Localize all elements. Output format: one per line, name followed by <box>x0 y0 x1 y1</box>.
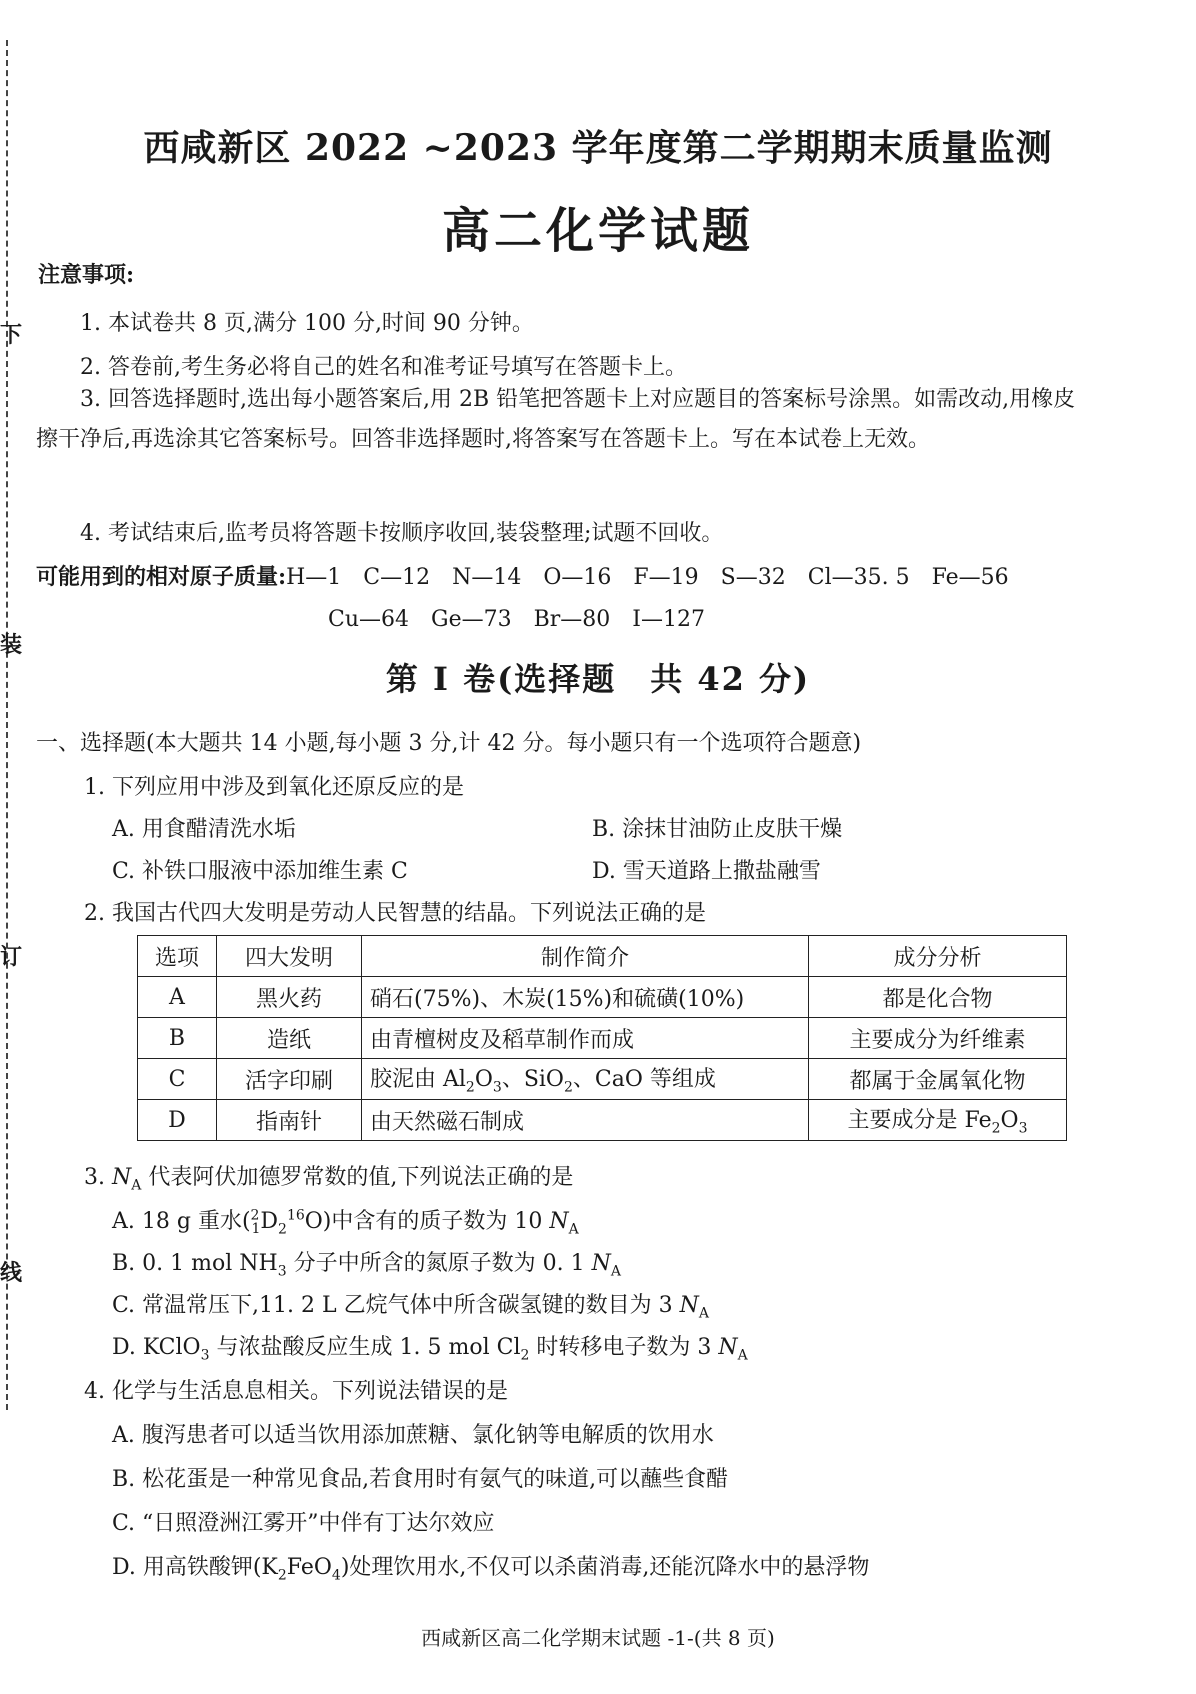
q3-c-text: C. 常温常压下,11. 2 L 乙烷气体中所含碳氢键的数目为 3 <box>112 1293 680 1318</box>
binding-char-2: 装 <box>0 632 23 658</box>
q2-row-d-invention: 指南针 <box>217 1100 362 1141</box>
q3-a-text: A. 18 g 重水( <box>112 1209 251 1234</box>
q3-b-text: B. 0. 1 mol NH <box>112 1251 278 1276</box>
q2-stem: 2. 我国古代四大发明是劳动人民智慧的结晶。下列说法正确的是 <box>84 901 706 926</box>
q3-stem-rest: 代表阿伏加德罗常数的值,下列说法正确的是 <box>141 1165 574 1190</box>
exam-header-title: 西咸新区 2022 ~2023 学年度第二学期期末质量监测 <box>143 127 1053 169</box>
q2-row-d-analysis-a: 主要成分是 Fe <box>847 1108 992 1134</box>
atomic-masses-title: 可能用到的相对原子质量: <box>36 564 287 590</box>
q4-option-b: B. 松花蛋是一种常见食品,若食用时有氨气的味道,可以蘸些食醋 <box>112 1467 729 1492</box>
note-4: 4. 考试结束后,监考员将答题卡按顺序收回,装袋整理;试题不回收。 <box>80 521 724 546</box>
q1-option-a: A. 用食醋清洗水垢 <box>112 817 296 842</box>
q4-option-d: D. 用高铁酸钾$(K_2FeO_4)$处理饮用水,不仅可以杀菌消毒,还能沉降水中的悬浮物 <box>112 1555 870 1584</box>
q2-row-d-analysis: 主要成分是 $Fe_2O_3$ <box>809 1100 1067 1141</box>
q2-table-header-row <box>138 936 1067 977</box>
q2-row-a-invention: 黑火药 <box>217 977 362 1018</box>
q2-row-b-option: B <box>138 1018 217 1059</box>
section-title: 第 Ⅰ 卷(选择题 共 42 分) <box>385 660 811 698</box>
atomic-masses-values1: H—1 C—12 N—14 O—16 F—19 S—32 Cl—35. 5 Fe—56 <box>286 565 1009 590</box>
q2-row-b-analysis: 主要成分为纤维素 <box>809 1018 1067 1059</box>
page-footer: 西咸新区高二化学期末试题 -1-(共 8 页) <box>421 1626 775 1650</box>
q2-header-invention: 四大发明 <box>217 936 362 977</box>
q3-a-rest: O)中含有的质子数为 10 <box>304 1209 550 1234</box>
q2-row-c-intro: 胶泥由 $Al_2O_3$、SiO$_2$、CaO 等组成 <box>362 1059 809 1100</box>
q2-row-a-analysis: 都是化合物 <box>809 977 1067 1018</box>
q3-d-mid: 与浓盐酸反应生成 1. 5 mol Cl <box>209 1335 521 1360</box>
q3-option-d: D. KClO$_3$ 与浓盐酸反应生成 1. 5 mol $Cl_2$ 时转移电子数为 3 $N_A$ <box>112 1335 748 1364</box>
q2-row-d-analysis-b: O <box>1000 1108 1019 1134</box>
binding-char-4: 线 <box>0 1260 23 1286</box>
q2-row-b-intro: 由青檀树皮及稻草制作而成 <box>362 1018 809 1059</box>
q2-row-c-intro-b: O <box>474 1067 493 1093</box>
q2-row-c-invention: 活字印刷 <box>217 1059 362 1100</box>
table-row <box>138 1018 1067 1059</box>
q2-row-a-intro: 硝石(75%)、木炭(15%)和硫磺(10%) <box>362 977 809 1018</box>
notes-title: 注意事项: <box>38 262 135 288</box>
q2-table <box>137 935 1067 1141</box>
table-row <box>138 1059 1067 1100</box>
table-row <box>138 977 1067 1018</box>
q2-header-option: 选项 <box>138 936 217 977</box>
note-2: 2. 答卷前,考生务必将自己的姓名和准考证号填写在答题卡上。 <box>80 355 687 380</box>
q2-row-d-intro: 由天然磁石制成 <box>362 1100 809 1141</box>
q2-row-d-option: D <box>138 1100 217 1141</box>
q2-row-c-intro-a: 胶泥由 Al <box>370 1067 466 1093</box>
binding-char-1: 下 <box>0 322 23 348</box>
q3-option-b: B. 0. 1 mol $NH_3$ 分子中所含的氮原子数为 0. 1 $N_A$ <box>112 1251 621 1280</box>
q1-stem: 1. 下列应用中涉及到氧化还原反应的是 <box>84 775 464 800</box>
note-1: 1. 本试卷共 8 页,满分 100 分,时间 90 分钟。 <box>80 311 534 336</box>
q1-option-b: B. 涂抹甘油防止皮肤干燥 <box>592 817 843 842</box>
q2-row-a-option: A <box>138 977 217 1018</box>
q1-option-d: D. 雪天道路上撒盐融雪 <box>592 859 821 884</box>
q4-d-text: D. 用高铁酸钾(K <box>112 1555 278 1580</box>
table-row <box>138 1100 1067 1141</box>
q3-d-text: D. KClO <box>112 1335 201 1360</box>
atomic-masses-line2: Cu—64 Ge—73 Br—80 I—127 <box>328 607 705 632</box>
q4-stem: 4. 化学与生活息息相关。下列说法错误的是 <box>84 1379 508 1404</box>
q3-b-rest: 分子中所含的氮原子数为 0. 1 <box>286 1251 592 1276</box>
q3-option-a: A. 18 g 重水$(^2_1D_2^{16}O)$中含有的质子数为 10 $N_A$ <box>112 1207 579 1238</box>
q3-stem: 3. $N_A$ 代表阿伏加德罗常数的值,下列说法正确的是 <box>84 1165 574 1194</box>
q4-option-a: A. 腹泻患者可以适当饮用添加蔗糖、氯化钠等电解质的饮用水 <box>112 1423 714 1448</box>
q2-row-c-option: C <box>138 1059 217 1100</box>
q4-option-c: C. “日照澄洲江雾开”中伴有丁达尔效应 <box>112 1511 495 1536</box>
q4-d-rest: )处理饮用水,不仅可以杀菌消毒,还能沉降水中的悬浮物 <box>340 1555 870 1580</box>
q3-d-rest: 时转移电子数为 3 <box>529 1335 719 1360</box>
binding-char-3: 订 <box>0 944 23 970</box>
q4-d-mid: FeO <box>286 1555 332 1580</box>
q2-row-c-analysis: 都属于金属氧化物 <box>809 1059 1067 1100</box>
q1-option-c: C. 补铁口服液中添加维生素 C <box>112 859 408 884</box>
q2-row-b-invention: 造纸 <box>217 1018 362 1059</box>
q3-na: N <box>111 1165 132 1190</box>
q2-row-c-intro-c: 、SiO <box>501 1067 564 1093</box>
q2-header-intro: 制作简介 <box>362 936 809 977</box>
q2-row-c-intro-d: 、CaO 等组成 <box>572 1067 716 1093</box>
atomic-masses-line1 <box>36 560 1009 591</box>
exam-subject-title: 高二化学试题 <box>441 203 754 259</box>
q3-option-c: C. 常温常压下,11. 2 L 乙烷气体中所含碳氢键的数目为 3 $N_A$ <box>112 1293 709 1322</box>
q2-header-analysis: 成分分析 <box>809 936 1067 977</box>
note-3: 3. 回答选择题时,选出每小题答案后,用 2B 铅笔把答题卡上对应题目的答案标号涂黑。如需改动,用橡皮擦干净后,再选涂其它答案标号。回答非选择题时,将答案写在答题卡上。写在本试卷上无效。 <box>36 387 1076 452</box>
section-head: 一、选择题(本大题共 14 小题,每小题 3 分,计 42 分。每小题只有一个选项符合题意) <box>36 731 862 756</box>
